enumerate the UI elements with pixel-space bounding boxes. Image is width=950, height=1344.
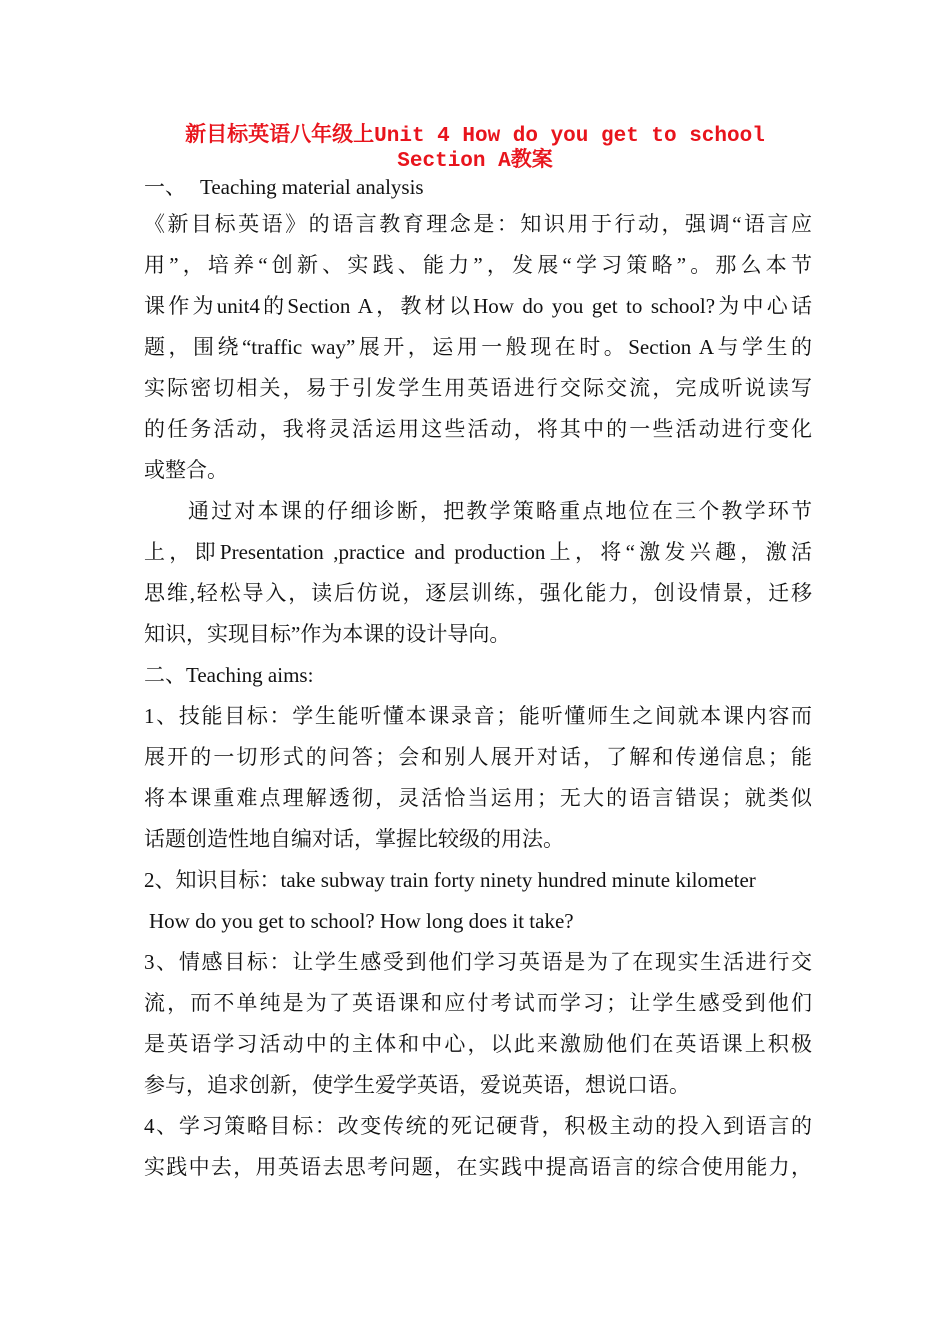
paragraph-line: 1、技能目标：学生能听懂本课录音；能听懂师生之间就本课内容而: [144, 704, 812, 728]
paragraph-line: 题，围绕“traffic way”展开，运用一般现在时。Section A与学生的: [144, 335, 812, 359]
paragraph-line: 4、学习策略目标：改变传统的死记硬背，积极主动的投入到语言的: [144, 1114, 812, 1138]
aim-4-learning-strategy: [144, 1106, 812, 1188]
paragraph-line: 知识，实现目标”作为本课的设计导向。: [144, 622, 511, 646]
paragraph-line: 参与，追求创新，使学生爱学英语，爱说英语，想说口语。: [144, 1073, 690, 1097]
paragraph-line: 用”，培养“创新、实践、能力”，发展“学习策略”。那么本节: [144, 253, 812, 277]
paragraph-line: 实际密切相关，易于引发学生用英语进行交际交流，完成听说读写: [144, 376, 812, 400]
section-1-number: 一、: [144, 175, 186, 199]
paragraph-line: 思维,轻松导入，读后仿说，逐层训练，强化能力，创设情景，迁移: [144, 581, 812, 605]
document-title-line-2: Section A教案: [397, 150, 553, 173]
paragraph-line: 话题创造性地自编对话，掌握比较级的用法。: [144, 827, 564, 851]
aim-2-knowledge: [144, 860, 812, 942]
document-body: [144, 170, 812, 1188]
document-title-line-1: 新目标英语八年级上Unit 4 How do you get to school: [185, 125, 765, 148]
paragraph-line: How do you get to school? How long does it take?: [149, 909, 574, 933]
section-1-title: Teaching material analysis: [200, 175, 424, 199]
paragraph-line: 实践中去，用英语去思考问题，在实践中提高语言的综合使用能力，: [144, 1155, 812, 1179]
section-1-paragraph-1: [144, 204, 812, 491]
aim-1-skills: [144, 696, 812, 860]
paragraph-line: 课作为unit4的Section A，教材以How do you get to school?为中心话: [144, 294, 812, 318]
section-1-paragraph-2: [144, 491, 812, 655]
paragraph-line: 通过对本课的仔细诊断，把教学策略重点地位在三个教学环节: [188, 499, 812, 523]
paragraph-line: 或整合。: [144, 458, 228, 482]
paragraph-line: 流，而不单纯是为了英语课和应付考试而学习；让学生感受到他们: [144, 991, 812, 1015]
paragraph-line: 3、情感目标：让学生感受到他们学习英语是为了在现实生活进行交: [144, 950, 812, 974]
paragraph-line: 的任务活动，我将灵活运用这些活动，将其中的一些活动进行变化: [144, 417, 812, 441]
paragraph-line: 将本课重难点理解透彻，灵活恰当运用；无大的语言错误；就类似: [144, 786, 812, 810]
section-1-heading: [144, 170, 812, 204]
paragraph-line: 2、知识目标：take subway train forty ninety hundred minute kilometer: [144, 868, 756, 892]
paragraph-line: 展开的一切形式的问答；会和别人展开对话，了解和传递信息；能: [144, 745, 812, 769]
section-2-heading: 二、Teaching aims:: [144, 663, 314, 687]
paragraph-line: 上，即Presentation ,practice and production上，将“激发兴趣，激活: [144, 540, 812, 564]
paragraph-line: 是英语学习活动中的主体和中心，以此来激励他们在英语课上积极: [144, 1032, 812, 1056]
aim-3-emotion: [144, 942, 812, 1106]
paragraph-line: 《新目标英语》的语言教育理念是：知识用于行动，强调“语言应: [144, 212, 812, 236]
